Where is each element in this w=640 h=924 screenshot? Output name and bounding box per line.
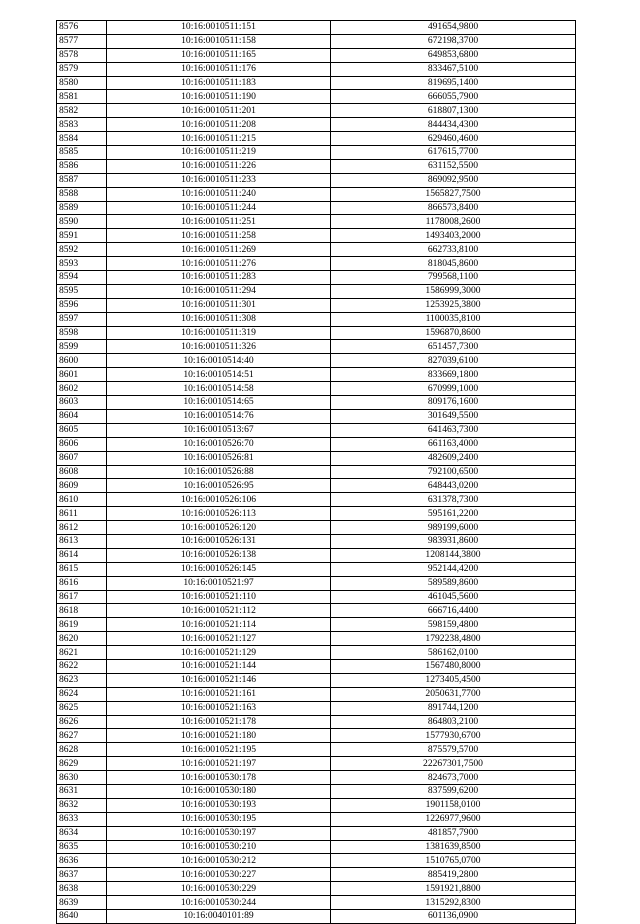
table-row	[57, 257, 576, 271]
cadastral-number-cell: 10:16:0010521:195	[107, 743, 331, 757]
row-number-cell: 8615	[57, 562, 107, 576]
table-row	[57, 229, 576, 243]
cadastral-number-cell: 10:16:0010511:215	[107, 132, 331, 146]
table-row	[57, 132, 576, 146]
row-number-cell: 8602	[57, 382, 107, 396]
row-number-cell: 8636	[57, 854, 107, 868]
table-row	[57, 590, 576, 604]
row-number-cell: 8626	[57, 715, 107, 729]
cadastral-number-cell: 10:16:0010521:163	[107, 701, 331, 715]
row-number-cell: 8632	[57, 798, 107, 812]
cadastral-value-cell: 595161,2200	[331, 507, 576, 521]
cadastral-value-cell: 648443,0200	[331, 479, 576, 493]
cadastral-number-cell: 10:16:0010530:229	[107, 882, 331, 896]
row-number-cell: 8600	[57, 354, 107, 368]
cadastral-value-cell: 792100,6500	[331, 465, 576, 479]
row-number-cell: 8614	[57, 548, 107, 562]
cadastral-number-cell: 10:16:0010530:178	[107, 771, 331, 785]
cadastral-number-cell: 10:16:0010511:319	[107, 326, 331, 340]
table-row	[57, 465, 576, 479]
cadastral-value-cell: 844434,4300	[331, 118, 576, 132]
cadastral-value-cell: 618807,1300	[331, 104, 576, 118]
cadastral-number-cell: 10:16:0010514:76	[107, 409, 331, 423]
table-row	[57, 646, 576, 660]
cadastral-value-cell: 891744,1200	[331, 701, 576, 715]
table-row	[57, 562, 576, 576]
table-row	[57, 673, 576, 687]
table-row	[57, 423, 576, 437]
cadastral-value-cell: 1591921,8800	[331, 882, 576, 896]
table-row	[57, 382, 576, 396]
cadastral-value-cell: 1586999,3000	[331, 284, 576, 298]
cadastral-number-cell: 10:16:0010511:219	[107, 146, 331, 160]
cadastral-value-cell: 481857,7900	[331, 826, 576, 840]
table-row	[57, 326, 576, 340]
cadastral-number-cell: 10:16:0010526:88	[107, 465, 331, 479]
table-row	[57, 201, 576, 215]
table-row	[57, 812, 576, 826]
cadastral-value-cell: 833669,1800	[331, 368, 576, 382]
table-row	[57, 784, 576, 798]
cadastral-number-cell: 10:16:0010521:112	[107, 604, 331, 618]
cadastral-number-cell: 10:16:0010526:113	[107, 507, 331, 521]
row-number-cell: 8606	[57, 437, 107, 451]
cadastral-number-cell: 10:16:0010526:70	[107, 437, 331, 451]
table-row	[57, 576, 576, 590]
cadastral-value-cell: 809176,1600	[331, 396, 576, 410]
row-number-cell: 8611	[57, 507, 107, 521]
cadastral-value-cell: 651457,7300	[331, 340, 576, 354]
cadastral-value-cell: 1226977,9600	[331, 812, 576, 826]
table-row	[57, 159, 576, 173]
table-row	[57, 507, 576, 521]
cadastral-value-cell: 989199,6000	[331, 521, 576, 535]
table-row	[57, 187, 576, 201]
cadastral-number-cell: 10:16:0010511:269	[107, 243, 331, 257]
cadastral-value-cell: 461045,5600	[331, 590, 576, 604]
cadastral-value-cell: 818045,8600	[331, 257, 576, 271]
row-number-cell: 8599	[57, 340, 107, 354]
table-row	[57, 271, 576, 285]
row-number-cell: 8631	[57, 784, 107, 798]
row-number-cell: 8580	[57, 76, 107, 90]
table-row	[57, 76, 576, 90]
cadastral-value-cell: 666055,7900	[331, 90, 576, 104]
row-number-cell: 8585	[57, 146, 107, 160]
cadastral-value-cell: 649853,6800	[331, 48, 576, 62]
cadastral-value-cell: 1567480,8000	[331, 659, 576, 673]
row-number-cell: 8590	[57, 215, 107, 229]
cadastral-number-cell: 10:16:0010530:212	[107, 854, 331, 868]
table-row	[57, 757, 576, 771]
cadastral-value-cell: 670999,1000	[331, 382, 576, 396]
table-row	[57, 548, 576, 562]
table-row	[57, 604, 576, 618]
table-row	[57, 493, 576, 507]
cadastral-number-cell: 10:16:0010511:276	[107, 257, 331, 271]
cadastral-number-cell: 10:16:0010511:190	[107, 90, 331, 104]
cadastral-value-cell: 1510765,0700	[331, 854, 576, 868]
cadastral-number-cell: 10:16:0010530:227	[107, 868, 331, 882]
table-row	[57, 896, 576, 910]
table-row	[57, 298, 576, 312]
table-row	[57, 882, 576, 896]
cadastral-value-cell: 617615,7700	[331, 146, 576, 160]
cadastral-number-cell: 10:16:0010511:326	[107, 340, 331, 354]
table-row	[57, 729, 576, 743]
table-row	[57, 618, 576, 632]
row-number-cell: 8594	[57, 271, 107, 285]
table-row	[57, 312, 576, 326]
table-row	[57, 396, 576, 410]
table-row	[57, 409, 576, 423]
table-row	[57, 354, 576, 368]
cadastral-number-cell: 10:16:0010526:106	[107, 493, 331, 507]
row-number-cell: 8637	[57, 868, 107, 882]
table-row	[57, 104, 576, 118]
cadastral-value-cell: 837599,6200	[331, 784, 576, 798]
cadastral-number-cell: 10:16:0010511:151	[107, 21, 331, 35]
cadastral-number-cell: 10:16:0010511:240	[107, 187, 331, 201]
cadastral-value-cell: 833467,5100	[331, 62, 576, 76]
table-row	[57, 521, 576, 535]
cadastral-number-cell: 10:16:0010526:145	[107, 562, 331, 576]
cadastral-number-cell: 10:16:0010530:195	[107, 812, 331, 826]
cadastral-value-cell: 631152,5500	[331, 159, 576, 173]
cadastral-value-cell: 301649,5500	[331, 409, 576, 423]
row-number-cell: 8596	[57, 298, 107, 312]
row-number-cell: 8633	[57, 812, 107, 826]
cadastral-number-cell: 10:16:0010511:233	[107, 173, 331, 187]
cadastral-number-cell: 10:16:0010511:176	[107, 62, 331, 76]
row-number-cell: 8595	[57, 284, 107, 298]
table-body	[57, 21, 576, 924]
cadastral-number-cell: 10:16:0010511:301	[107, 298, 331, 312]
table-row	[57, 479, 576, 493]
cadastral-value-cell: 598159,4800	[331, 618, 576, 632]
row-number-cell: 8608	[57, 465, 107, 479]
cadastral-value-cell: 1253925,3800	[331, 298, 576, 312]
row-number-cell: 8577	[57, 34, 107, 48]
row-number-cell: 8639	[57, 896, 107, 910]
cadastral-number-cell: 10:16:0010526:138	[107, 548, 331, 562]
row-number-cell: 8624	[57, 687, 107, 701]
table-row	[57, 854, 576, 868]
cadastral-value-cell: 819695,1400	[331, 76, 576, 90]
cadastral-value-cell: 1565827,7500	[331, 187, 576, 201]
row-number-cell: 8589	[57, 201, 107, 215]
row-number-cell: 8638	[57, 882, 107, 896]
row-number-cell: 8592	[57, 243, 107, 257]
cadastral-number-cell: 10:16:0010511:308	[107, 312, 331, 326]
cadastral-number-cell: 10:16:0010514:58	[107, 382, 331, 396]
table-row	[57, 632, 576, 646]
row-number-cell: 8583	[57, 118, 107, 132]
cadastral-number-cell: 10:16:0010521:127	[107, 632, 331, 646]
row-number-cell: 8605	[57, 423, 107, 437]
table-row	[57, 771, 576, 785]
cadastral-value-cell: 1178008,2600	[331, 215, 576, 229]
cadastral-number-cell: 10:16:0010530:197	[107, 826, 331, 840]
table-row	[57, 21, 576, 35]
row-number-cell: 8578	[57, 48, 107, 62]
cadastral-number-cell: 10:16:0010521:146	[107, 673, 331, 687]
table-row	[57, 715, 576, 729]
cadastral-number-cell: 10:16:0010521:110	[107, 590, 331, 604]
row-number-cell: 8616	[57, 576, 107, 590]
row-number-cell: 8591	[57, 229, 107, 243]
row-number-cell: 8613	[57, 534, 107, 548]
row-number-cell: 8581	[57, 90, 107, 104]
cadastral-number-cell: 10:16:0010526:131	[107, 534, 331, 548]
row-number-cell: 8588	[57, 187, 107, 201]
cadastral-number-cell: 10:16:0010530:210	[107, 840, 331, 854]
row-number-cell: 8635	[57, 840, 107, 854]
table-row	[57, 34, 576, 48]
cadastral-number-cell: 10:16:0010511:201	[107, 104, 331, 118]
cadastral-value-cell: 482609,2400	[331, 451, 576, 465]
cadastral-number-cell: 10:16:0010514:40	[107, 354, 331, 368]
cadastral-number-cell: 10:16:0010511:158	[107, 34, 331, 48]
cadastral-number-cell: 10:16:0010511:283	[107, 271, 331, 285]
cadastral-number-cell: 10:16:0010526:120	[107, 521, 331, 535]
cadastral-value-cell: 672198,3700	[331, 34, 576, 48]
row-number-cell: 8601	[57, 368, 107, 382]
table-row	[57, 659, 576, 673]
table-row	[57, 437, 576, 451]
row-number-cell: 8612	[57, 521, 107, 535]
cadastral-value-cell: 1273405,4500	[331, 673, 576, 687]
row-number-cell: 8628	[57, 743, 107, 757]
row-number-cell: 8610	[57, 493, 107, 507]
cadastral-number-cell: 10:16:0010511:294	[107, 284, 331, 298]
table-row	[57, 340, 576, 354]
cadastral-value-cell: 661163,4000	[331, 437, 576, 451]
cadastral-value-cell: 983931,8600	[331, 534, 576, 548]
cadastral-value-cell: 641463,7300	[331, 423, 576, 437]
cadastral-number-cell: 10:16:0010511:208	[107, 118, 331, 132]
cadastral-number-cell: 10:16:0010514:65	[107, 396, 331, 410]
cadastral-value-table	[56, 20, 576, 924]
cadastral-number-cell: 10:16:0010513:67	[107, 423, 331, 437]
row-number-cell: 8584	[57, 132, 107, 146]
cadastral-number-cell: 10:16:0010511:226	[107, 159, 331, 173]
cadastral-value-cell: 799568,1100	[331, 271, 576, 285]
cadastral-value-cell: 885419,2800	[331, 868, 576, 882]
cadastral-value-cell: 824673,7000	[331, 771, 576, 785]
cadastral-value-cell: 666716,4400	[331, 604, 576, 618]
row-number-cell: 8604	[57, 409, 107, 423]
cadastral-number-cell: 10:16:0010511:251	[107, 215, 331, 229]
cadastral-number-cell: 10:16:0010511:244	[107, 201, 331, 215]
row-number-cell: 8640	[57, 910, 107, 924]
cadastral-number-cell: 10:16:0010511:258	[107, 229, 331, 243]
cadastral-value-cell: 866573,8400	[331, 201, 576, 215]
cadastral-value-cell: 864803,2100	[331, 715, 576, 729]
cadastral-value-cell: 629460,4600	[331, 132, 576, 146]
row-number-cell: 8587	[57, 173, 107, 187]
row-number-cell: 8627	[57, 729, 107, 743]
cadastral-number-cell: 10:16:0040101:89	[107, 910, 331, 924]
table-row	[57, 840, 576, 854]
cadastral-value-cell: 869092,9500	[331, 173, 576, 187]
cadastral-number-cell: 10:16:0010521:114	[107, 618, 331, 632]
table-row	[57, 284, 576, 298]
cadastral-value-cell: 662733,8100	[331, 243, 576, 257]
row-number-cell: 8598	[57, 326, 107, 340]
table-row	[57, 48, 576, 62]
row-number-cell: 8576	[57, 21, 107, 35]
cadastral-value-cell: 1792238,4800	[331, 632, 576, 646]
cadastral-value-cell: 589589,8600	[331, 576, 576, 590]
table-row	[57, 701, 576, 715]
table-row	[57, 798, 576, 812]
row-number-cell: 8622	[57, 659, 107, 673]
cadastral-value-cell: 827039,6100	[331, 354, 576, 368]
table-row	[57, 243, 576, 257]
row-number-cell: 8618	[57, 604, 107, 618]
table-row	[57, 173, 576, 187]
cadastral-value-cell: 601136,0900	[331, 910, 576, 924]
cadastral-value-cell: 2050631,7700	[331, 687, 576, 701]
table-row	[57, 368, 576, 382]
cadastral-number-cell: 10:16:0010526:95	[107, 479, 331, 493]
cadastral-value-cell: 1493403,2000	[331, 229, 576, 243]
cadastral-number-cell: 10:16:0010521:144	[107, 659, 331, 673]
cadastral-number-cell: 10:16:0010530:244	[107, 896, 331, 910]
cadastral-value-cell: 875579,5700	[331, 743, 576, 757]
cadastral-value-cell: 1901158,0100	[331, 798, 576, 812]
cadastral-value-cell: 1596870,8600	[331, 326, 576, 340]
row-number-cell: 8629	[57, 757, 107, 771]
row-number-cell: 8630	[57, 771, 107, 785]
row-number-cell: 8609	[57, 479, 107, 493]
row-number-cell: 8619	[57, 618, 107, 632]
cadastral-number-cell: 10:16:0010530:193	[107, 798, 331, 812]
cadastral-value-cell: 491654,9800	[331, 21, 576, 35]
cadastral-value-cell: 1577930,6700	[331, 729, 576, 743]
table-row	[57, 534, 576, 548]
cadastral-value-cell: 631378,7300	[331, 493, 576, 507]
cadastral-number-cell: 10:16:0010526:81	[107, 451, 331, 465]
cadastral-value-cell: 1100035,8100	[331, 312, 576, 326]
cadastral-value-cell: 1381639,8500	[331, 840, 576, 854]
row-number-cell: 8634	[57, 826, 107, 840]
row-number-cell: 8603	[57, 396, 107, 410]
cadastral-number-cell: 10:16:0010521:178	[107, 715, 331, 729]
row-number-cell: 8621	[57, 646, 107, 660]
table-row	[57, 826, 576, 840]
row-number-cell: 8582	[57, 104, 107, 118]
table-row	[57, 118, 576, 132]
cadastral-value-cell: 1208144,3800	[331, 548, 576, 562]
cadastral-number-cell: 10:16:0010511:165	[107, 48, 331, 62]
row-number-cell: 8625	[57, 701, 107, 715]
row-number-cell: 8623	[57, 673, 107, 687]
table-row	[57, 910, 576, 924]
table-row	[57, 62, 576, 76]
cadastral-number-cell: 10:16:0010514:51	[107, 368, 331, 382]
cadastral-number-cell: 10:16:0010521:197	[107, 757, 331, 771]
row-number-cell: 8597	[57, 312, 107, 326]
row-number-cell: 8617	[57, 590, 107, 604]
table-row	[57, 215, 576, 229]
cadastral-value-cell: 1315292,8300	[331, 896, 576, 910]
row-number-cell: 8620	[57, 632, 107, 646]
row-number-cell: 8593	[57, 257, 107, 271]
cadastral-number-cell: 10:16:0010521:180	[107, 729, 331, 743]
cadastral-number-cell: 10:16:0010521:161	[107, 687, 331, 701]
row-number-cell: 8586	[57, 159, 107, 173]
cadastral-value-cell: 586162,0100	[331, 646, 576, 660]
table-row	[57, 90, 576, 104]
table-row	[57, 743, 576, 757]
table-row	[57, 687, 576, 701]
cadastral-value-cell: 952144,4200	[331, 562, 576, 576]
cadastral-number-cell: 10:16:0010521:129	[107, 646, 331, 660]
table-row	[57, 146, 576, 160]
row-number-cell: 8607	[57, 451, 107, 465]
table-row	[57, 451, 576, 465]
cadastral-value-cell: 22267301,7500	[331, 757, 576, 771]
cadastral-number-cell: 10:16:0010530:180	[107, 784, 331, 798]
table-row	[57, 868, 576, 882]
cadastral-number-cell: 10:16:0010511:183	[107, 76, 331, 90]
cadastral-number-cell: 10:16:0010521:97	[107, 576, 331, 590]
row-number-cell: 8579	[57, 62, 107, 76]
